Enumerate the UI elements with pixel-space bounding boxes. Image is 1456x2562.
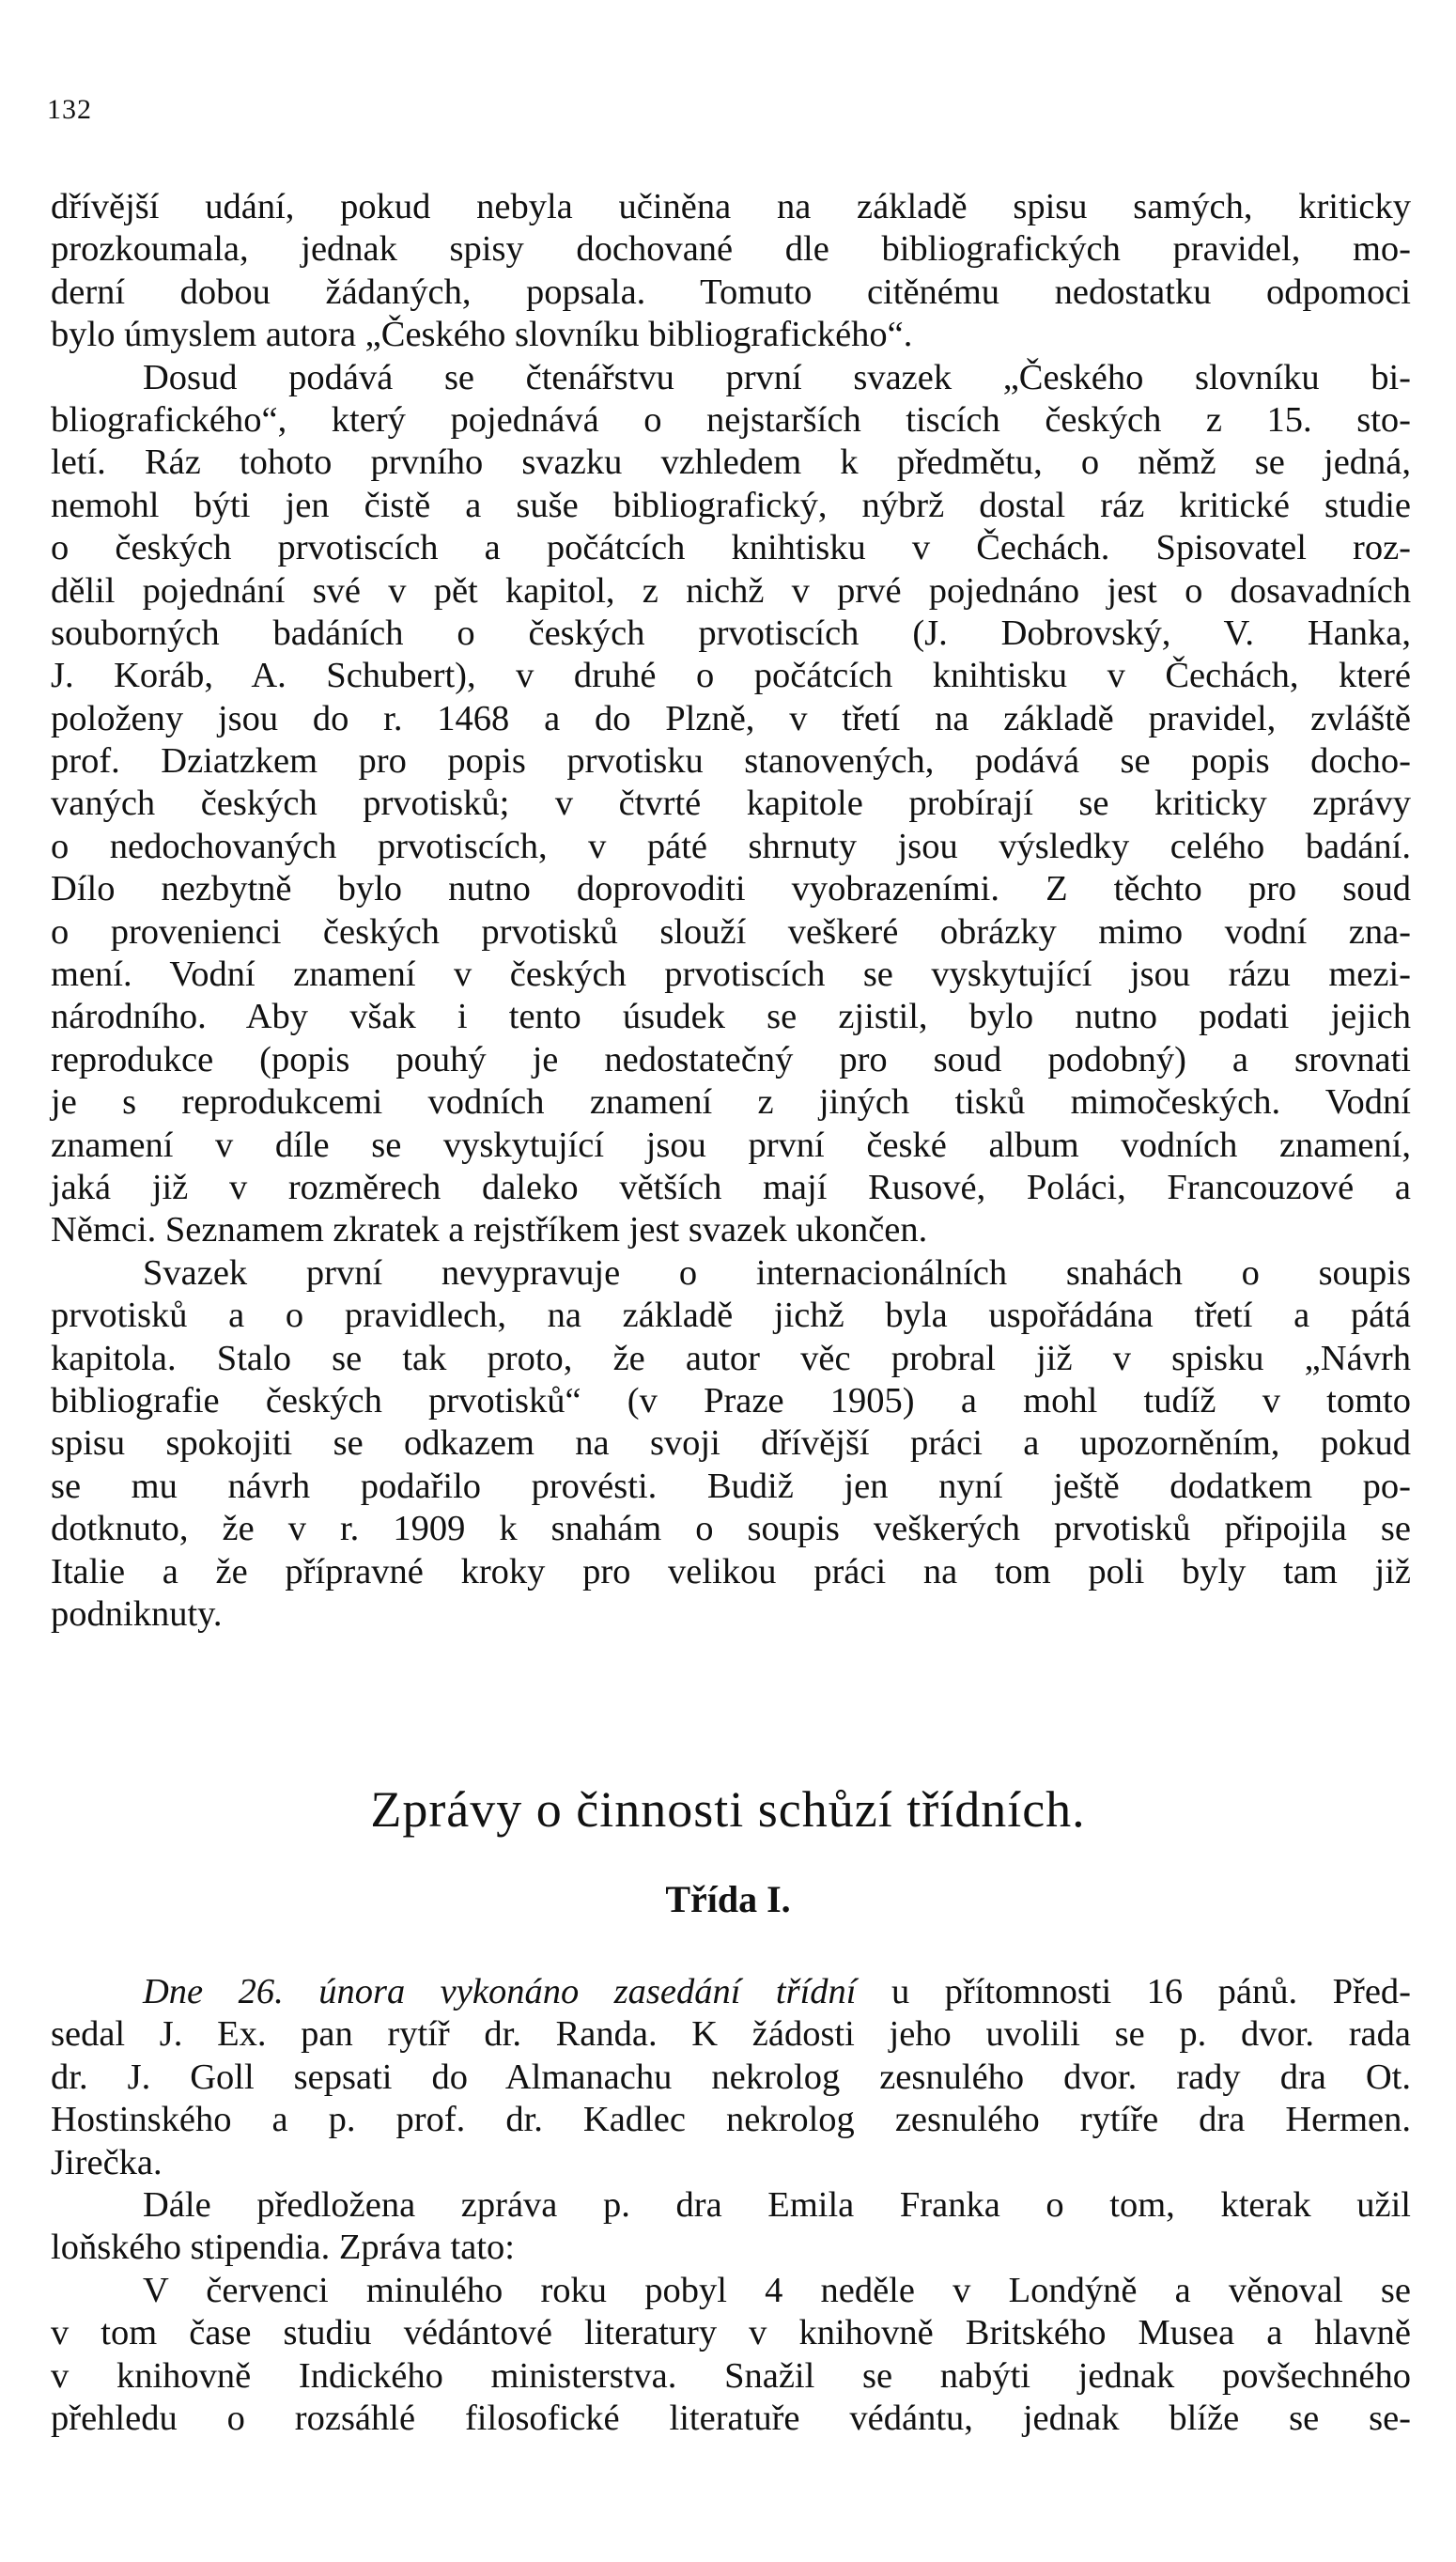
text-line: letí. Ráz tohoto prvního svazku vzhledem k předmětu, o němž se jedná,	[51, 443, 1411, 483]
text-line: Dílo nezbytně bylo nutno doprovoditi vyobrazeními. Z těchto pro soud	[51, 869, 1411, 909]
text-line: dřívější udání, pokud nebyla učiněna na základě spisu samých, kriticky	[51, 187, 1411, 226]
text-line: prozkoumala, jednak spisy dochované dle bibliografických pravidel, mo-	[51, 229, 1411, 270]
text-line: V červenci minulého roku pobyl 4 neděle v Londýně a věnoval se	[143, 2270, 1411, 2310]
text-line: mení. Vodní znamení v českých prvotiscích se vyskytující jsou rázu mezi-	[51, 955, 1411, 995]
text-line: dotknuto, že v r. 1909 k snahám o soupis veškerých prvotisků připojila se	[51, 1509, 1411, 1549]
text-line: národního. Aby však i tento úsudek se zjistil, bylo nutno podati jejich	[51, 997, 1411, 1037]
text-line: přehledu o rozsáhlé filosofické literatuře védántu, jednak blíže se se-	[51, 2398, 1411, 2438]
subsection-title: Třída I.	[665, 1878, 791, 1920]
text-line: loňského stipendia. Zpráva tato:	[51, 2228, 515, 2268]
text-line: Italie a že přípravné kroky pro velikou práci na tom poli byly tam již	[51, 1551, 1411, 1592]
text-line: o provenienci českých prvotisků slouží veškeré obrázky mimo vodní zna-	[51, 911, 1411, 952]
text-line: bylo úmyslem autora „Českého slovníku bibliografického“.	[51, 315, 913, 355]
text-line: položeny jsou do r. 1468 a do Plzně, v třetí na základě pravidel, zvláště	[51, 698, 1411, 738]
text-line: J. Koráb, A. Schubert), v druhé o počátcích knihtisku v Čechách, které	[51, 656, 1411, 696]
text-line: o českých prvotiscích a počátcích knihtisku v Čechách. Spisovatel roz-	[51, 528, 1411, 568]
text-line: spisu spokojiti se odkazem na svoji dřívější práci a upozorněním, pokud	[51, 1423, 1411, 1464]
text-line: nemohl býti jen čistě a suše bibliografický, nýbrž dostal ráz kritické studie	[51, 485, 1411, 525]
text-line: bliografického“, který pojednává o nejstarších tiscích českých z 15. sto-	[51, 399, 1411, 440]
text-line: Němci. Seznamem zkratek a rejstříkem jest svazek ukončen.	[51, 1210, 928, 1250]
text-line: bibliografie českých prvotisků“ (v Praze 1905) a mohl tudíž v tomto	[51, 1380, 1411, 1421]
text-line: jaká již v rozměrech daleko větších mají Rusové, Poláci, Francouzové a	[51, 1167, 1411, 1207]
section-title: Zprávy o činnosti schůzí třídních.	[370, 1781, 1086, 1838]
text-line: Dále předložena zpráva p. dra Emila Franka o tom, kterak užil	[143, 2184, 1411, 2225]
text-line: v tom čase studiu védántové literatury v knihovně Britského Musea a hlavně	[51, 2313, 1411, 2353]
body-text-block-1	[51, 186, 1411, 1636]
text-line: znamení v díle se vyskytující jsou první české album vodních znamení,	[51, 1125, 1411, 1165]
text-line: prof. Dziatzkem pro popis prvotisku stanovených, podává se popis docho-	[51, 741, 1411, 782]
text-line: derní dobou žádaných, popsala. Tomuto citěnému nedostatku odpomoci	[51, 272, 1411, 312]
page-number: 132	[47, 94, 92, 125]
text-line: vaných českých prvotisků; v čtvrté kapitole probírají se kriticky zprávy	[51, 784, 1411, 824]
body-text-block-2	[51, 1971, 1411, 2440]
text-line: reprodukce (popis pouhý je nedostatečný pro soud podobný) a srovnati	[51, 1039, 1411, 1079]
text-line: v knihovně Indického ministerstva. Snažil se nabýti jednak povšechného	[51, 2355, 1411, 2396]
meeting-date-italic: Dne 26. února vykonáno zasedání třídní	[143, 1972, 857, 2011]
text-line: Jirečka.	[51, 2142, 163, 2182]
text-line	[51, 1971, 1411, 2013]
text-line: Hostinského a p. prof. dr. Kadlec nekrolog zesnulého rytíře dra Hermen.	[51, 2100, 1411, 2140]
text-line: Svazek první nevypravuje o internacionálních snahách o soupis	[143, 1252, 1411, 1293]
text-line: je s reprodukcemi vodních znamení z jiných tisků mimočeských. Vodní	[51, 1082, 1411, 1123]
text-line: kapitola. Stalo se tak proto, že autor věc probral již v spisku „Návrh	[51, 1338, 1411, 1378]
text-line: se mu návrh podařilo provésti. Budiž jen nyní ještě dodatkem po-	[51, 1466, 1411, 1506]
text-line: dr. J. Goll sepsati do Almanachu nekrolog zesnulého dvor. rady dra Ot.	[51, 2057, 1411, 2097]
text-line: podniknuty.	[51, 1593, 223, 1634]
text-line: Dosud podává se čtenářstvu první svazek „Českého slovníku bi-	[143, 357, 1411, 397]
text-line: sedal J. Ex. pan rytíř dr. Randa. K žádosti jeho uvolili se p. dvor. rada	[51, 2014, 1411, 2055]
text-line: souborných badáních o českých prvotiscích (J. Dobrovský, V. Hanka,	[51, 613, 1411, 653]
text-line: o nedochovaných prvotiscích, v páté shrnuty jsou výsledky celého badání.	[51, 826, 1411, 866]
text-fragment: u přítomnosti 16 pánů. Před-	[856, 1972, 1411, 2011]
text-line: dělil pojednání své v pět kapitol, z nichž v prvé pojednáno jest o dosavadních	[51, 570, 1411, 611]
text-line: prvotisků a o pravidlech, na základě jichž byla uspořádána třetí a pátá	[51, 1296, 1411, 1336]
